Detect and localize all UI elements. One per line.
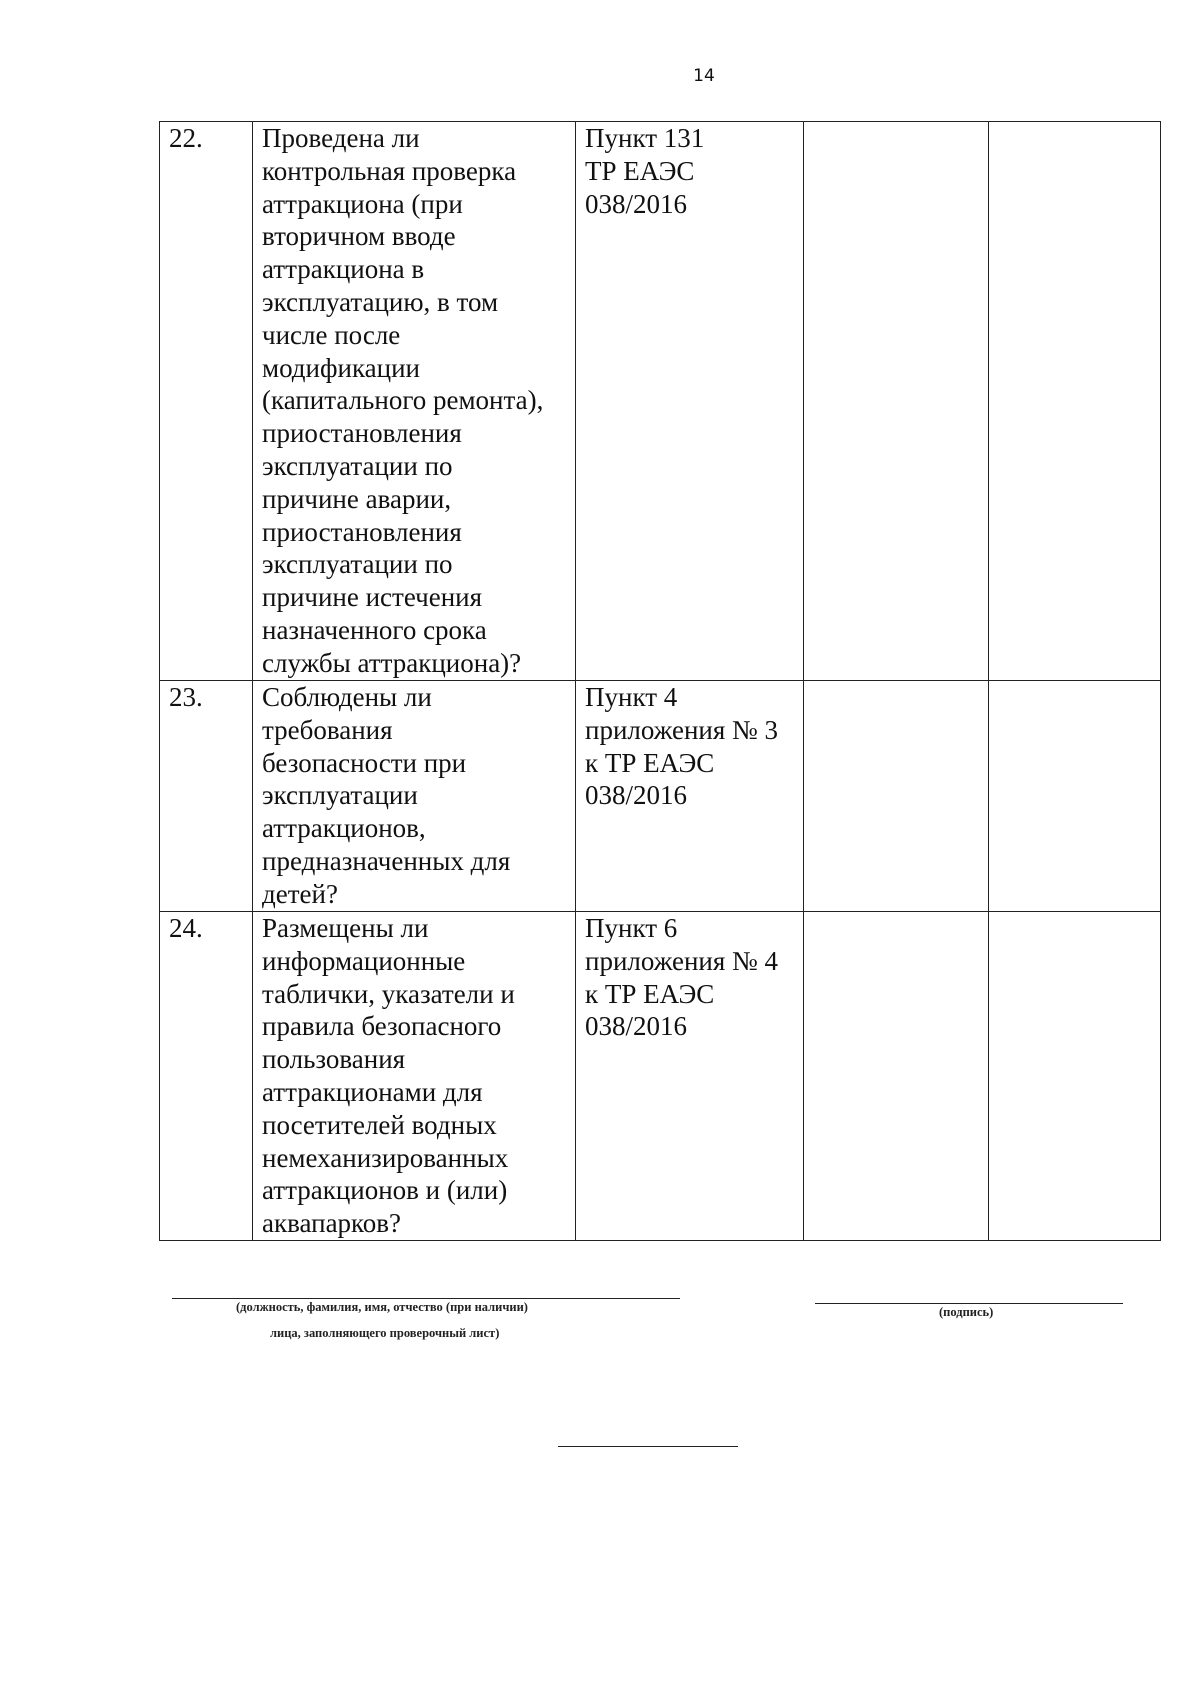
row-number: 23. xyxy=(169,682,203,712)
row-number-cell xyxy=(160,122,253,681)
reference-text: Пункт 131 ТР ЕАЭС 038/2016 xyxy=(585,123,705,219)
table-row xyxy=(160,122,1161,681)
answer-cell xyxy=(804,912,989,1241)
row-number: 24. xyxy=(169,913,203,943)
question-text: Соблюдены ли требования безопасности при эксплуатации аттракционов, предназначенных для детей? xyxy=(262,682,511,909)
reference-text: Пункт 4 приложения № 3 к ТР ЕАЭС 038/2016 xyxy=(585,682,779,811)
reference-cell xyxy=(576,681,804,912)
table-row xyxy=(160,912,1161,1241)
reference-text: Пункт 6 приложения № 4 к ТР ЕАЭС 038/2016 xyxy=(585,913,779,1042)
question-cell xyxy=(253,122,576,681)
row-number-cell xyxy=(160,681,253,912)
checklist-table xyxy=(159,121,1161,1241)
row-number: 22. xyxy=(169,123,203,153)
end-separator-line xyxy=(558,1446,738,1447)
position-label-line1: (должность, фамилия, имя, отчество (при наличии) xyxy=(236,1300,528,1314)
signature-label: (подпись) xyxy=(939,1305,994,1319)
question-cell xyxy=(253,681,576,912)
table-row xyxy=(160,681,1161,912)
question-text: Проведена ли контрольная проверка аттракциона (при вторичном вводе аттракциона в эксплуатацию, в том числе после модификации (капитального ремонта), приостановления эксплуатации по причине аварии, приостановления эксплуатации по причине истечения назначенного срока службы аттракциона)? xyxy=(262,123,544,678)
page-number: 14 xyxy=(693,66,715,86)
question-text: Размещены ли информационные таблички, указатели и правила безопасного пользования аттракционами для посетителей водных немеханизированных аттракционов и (или) аквапарков? xyxy=(262,913,515,1239)
question-cell xyxy=(253,912,576,1241)
reference-cell xyxy=(576,912,804,1241)
note-cell xyxy=(989,681,1161,912)
reference-cell xyxy=(576,122,804,681)
signature-line xyxy=(815,1303,1123,1304)
position-signature-line xyxy=(172,1298,680,1299)
row-number-cell xyxy=(160,912,253,1241)
position-label-line2: лица, заполняющего проверочный лист) xyxy=(270,1326,500,1340)
note-cell xyxy=(989,122,1161,681)
answer-cell xyxy=(804,681,989,912)
note-cell xyxy=(989,912,1161,1241)
answer-cell xyxy=(804,122,989,681)
